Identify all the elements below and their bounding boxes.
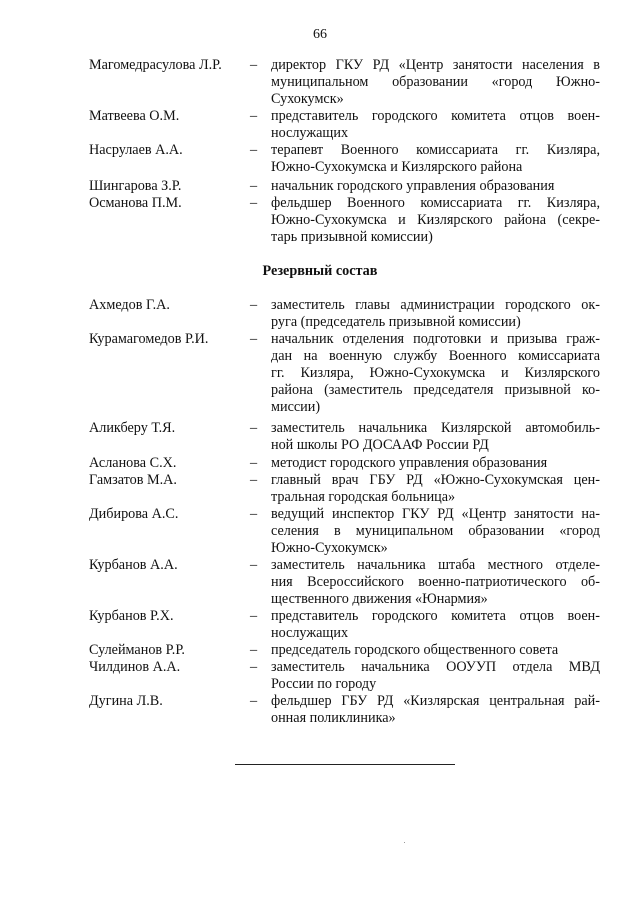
position-description [271,472,600,506]
dash-separator: – [250,659,258,675]
person-name: Дугина Л.В. [89,693,163,709]
person-name: Дибирова А.С. [89,506,179,522]
dash-separator: – [250,420,258,436]
description-line: района (заместитель председателя призывной ко- [271,382,600,398]
description-line: ведущий инспектор ГКУ РД «Центр занятости на- [271,506,600,522]
person-name: Насрулаев А.А. [89,142,183,158]
position-description [271,108,600,142]
person-name: Матвеева О.М. [89,108,180,124]
description-line: ния Всероссийского военно-патриотического об- [271,574,600,590]
description-line: главный врач ГБУ РД «Южно-Сухокумская цен- [271,472,600,488]
description-line: нослужащих [271,125,349,141]
description-line: селения в муниципальном образовании «город [271,523,600,539]
description-line: заместитель начальника штаба местного отделе- [271,557,600,573]
dash-separator: – [250,108,258,124]
position-description [271,178,600,195]
description-line: фельдшер ГБУ РД «Кизлярская центральная рай- [271,693,600,709]
position-description [271,142,600,176]
page-number: 66 [313,27,327,42]
description-line: дан на военную службу Военного комиссариата [271,348,600,364]
position-description [271,420,600,454]
dash-separator: – [250,557,258,573]
position-description [271,331,600,416]
position-description [271,608,600,642]
position-description [271,659,600,693]
person-name: Османова П.М. [89,195,182,211]
description-line: щественного движения «Юнармия» [271,591,488,607]
description-line: представитель городского комитета отцов воен- [271,608,600,624]
dash-separator: – [250,506,258,522]
dash-separator: – [250,608,258,624]
dash-separator: – [250,693,258,709]
description-line: гг. Кизляра, Южно-Сухокумска и Кизлярского [271,365,600,381]
description-line: начальник городского управления образования [271,178,555,194]
person-name: Магомедрасулова Л.Р. [89,57,222,73]
person-name: Асланова С.Х. [89,455,177,471]
description-line: нослужащих [271,625,349,641]
description-line: тральная городская больница» [271,489,456,505]
dash-separator: – [250,195,258,211]
person-name: Гамзатов М.А. [89,472,177,488]
description-line: председатель городского общественного совета [271,642,559,658]
dash-separator: – [250,331,258,347]
dash-separator: – [250,642,258,658]
person-name: Курамагомедов Р.И. [89,331,209,347]
description-line: директор ГКУ РД «Центр занятости населения в [271,57,600,73]
person-name: Сулейманов Р.Р. [89,642,185,658]
position-description [271,455,600,472]
person-name: Шингарова З.Р. [89,178,182,194]
position-description [271,195,600,246]
dash-separator: – [250,178,258,194]
person-name: Курбанов Р.Х. [89,608,174,624]
description-line: начальник отделения подготовки и призыва граж- [271,331,600,347]
dash-separator: – [250,142,258,158]
description-line: муниципальном образовании «город Южно- [271,74,600,90]
description-line: представитель городского комитета отцов воен- [271,108,600,124]
person-name: Курбанов А.А. [89,557,178,573]
description-line: руга (председатель призывной комиссии) [271,314,521,330]
description-line: миссии) [271,399,321,415]
description-line: фельдшер Военного комиссариата гг. Кизляра, [271,195,600,211]
dash-separator: – [250,472,258,488]
person-name: Ахмедов Г.А. [89,297,170,313]
position-description [271,57,600,108]
position-description [271,506,600,557]
dash-separator: – [250,297,258,313]
scan-speck [404,842,405,843]
description-line: Сухокумск» [271,91,344,107]
dash-separator: – [250,57,258,73]
person-name: Аликберу Т.Я. [89,420,176,436]
position-description [271,297,600,331]
description-line: ной школы РО ДОСААФ России РД [271,437,489,453]
description-line: терапевт Военного комиссариата гг. Кизляра, [271,142,600,158]
position-description [271,693,600,727]
description-line: заместитель начальника ООУУП отдела МВД [271,659,600,675]
dash-separator: – [250,455,258,471]
description-line: заместитель главы администрации городского ок- [271,297,600,313]
end-rule [235,764,455,765]
description-line: Южно-Сухокумск» [271,540,388,556]
description-line: России по городу [271,676,377,692]
reserve-section-title: Резервный состав [262,263,378,279]
person-name: Чилдинов А.А. [89,659,181,675]
description-line: Южно-Сухокумска и Кизлярского района (секре- [271,212,600,228]
description-line: онная поликлиника» [271,710,396,726]
position-description [271,642,600,659]
position-description [271,557,600,608]
description-line: Южно-Сухокумска и Кизлярского района [271,159,523,175]
description-line: методист городского управления образования [271,455,548,471]
description-line: тарь призывной комиссии) [271,229,433,245]
description-line: заместитель начальника Кизлярской автомобиль- [271,420,600,436]
